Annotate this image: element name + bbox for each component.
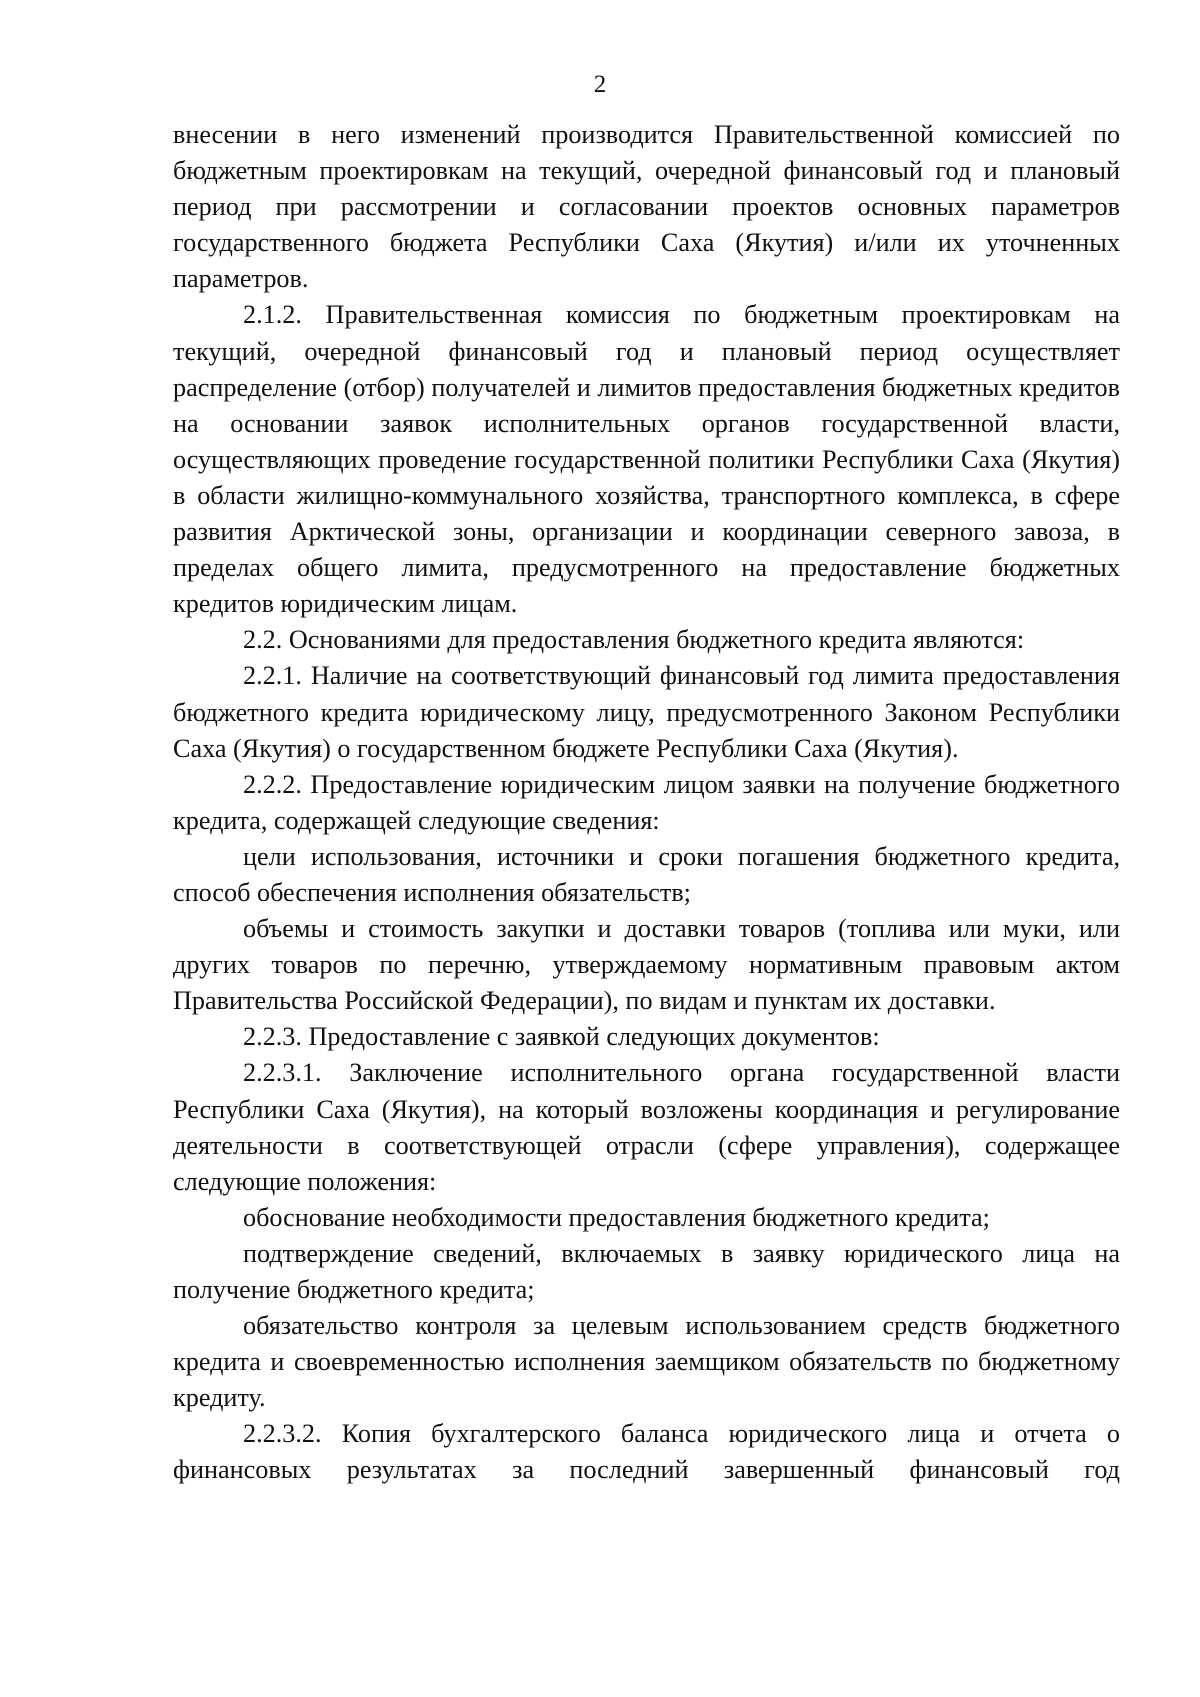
- paragraph-confirmation: подтверждение сведений, включаемых в заявку юридического лица на получение бюджетного кредита;: [173, 1238, 1120, 1304]
- paragraph-application-volumes: объемы и стоимость закупки и доставки товаров (топлива или муки, или других товаров по перечню, утверждаемому нормативным правовым актом Правительства Российской Федерации), по видам и пунктам их доставки.: [173, 914, 1120, 1016]
- paragraph-2-2-3: 2.2.3. Предоставление с заявкой следующих документов:: [243, 1022, 880, 1052]
- paragraph-2-2-3-1: 2.2.3.1. Заключение исполнительного органа государственной власти Республики Саха (Якутия), на который возложены координация и регулирование деятельности в соответствующей отрасли (сфере управления), содержащее следующие положения:: [173, 1058, 1120, 1196]
- paragraph-continuation: внесении в него изменений производится Правительственной комиссией по бюджетным проектировкам на текущий, очередной финансовый год и плановый период при рассмотрении и согласовании проектов основных параметров государственного бюджета Республики Саха (Якутия) и/или их уточненных параметров.: [173, 120, 1120, 294]
- paragraph-justification: обоснование необходимости предоставления бюджетного кредита;: [243, 1202, 990, 1232]
- paragraph-2-2-1: 2.2.1. Наличие на соответствующий финансовый год лимита предоставления бюджетного кредита юридическому лицу, предусмотренного Законом Республики Саха (Якутия) о государственном бюджете Республики Саха (Якутия).: [173, 661, 1120, 763]
- paragraph-2-2-3-2: 2.2.3.2. Копия бухгалтерского баланса юридического лица и отчета о финансовых результатах за последний завершенный финансовый год: [173, 1419, 1120, 1485]
- paragraph-2-2: 2.2. Основаниями для предоставления бюджетного кредита являются:: [243, 625, 1025, 655]
- paragraph-2-2-2: 2.2.2. Предоставление юридическим лицом заявки на получение бюджетного кредита, содержащей следующие сведения:: [173, 769, 1120, 835]
- page-number: 2: [593, 71, 607, 98]
- paragraph-application-goals: цели использования, источники и сроки погашения бюджетного кредита, способ обеспечения исполнения обязательств;: [173, 841, 1120, 907]
- paragraph-2-1-2: 2.1.2. Правительственная комиссия по бюджетным проектировкам на текущий, очередной финансовый год и плановый период осуществляет распределение (отбор) получателей и лимитов предоставления бюджетных кредитов на основании заявок исполнительных органов государственной власти, осуществляющих проведение государственной политики Республики Саха (Якутия) в области жилищно-коммунального хозяйства, транспортного комплекса, в сфере развития Арктической зоны, организации и координации северного завоза, в пределах общего лимита, предусмотренного на предоставление бюджетных кредитов юридическим лицам.: [173, 300, 1120, 619]
- document-body: [173, 117, 1120, 1489]
- paragraph-control-obligation: обязательство контроля за целевым использованием средств бюджетного кредита и своевременностью исполнения заемщиком обязательств по бюджетному кредиту.: [173, 1311, 1120, 1413]
